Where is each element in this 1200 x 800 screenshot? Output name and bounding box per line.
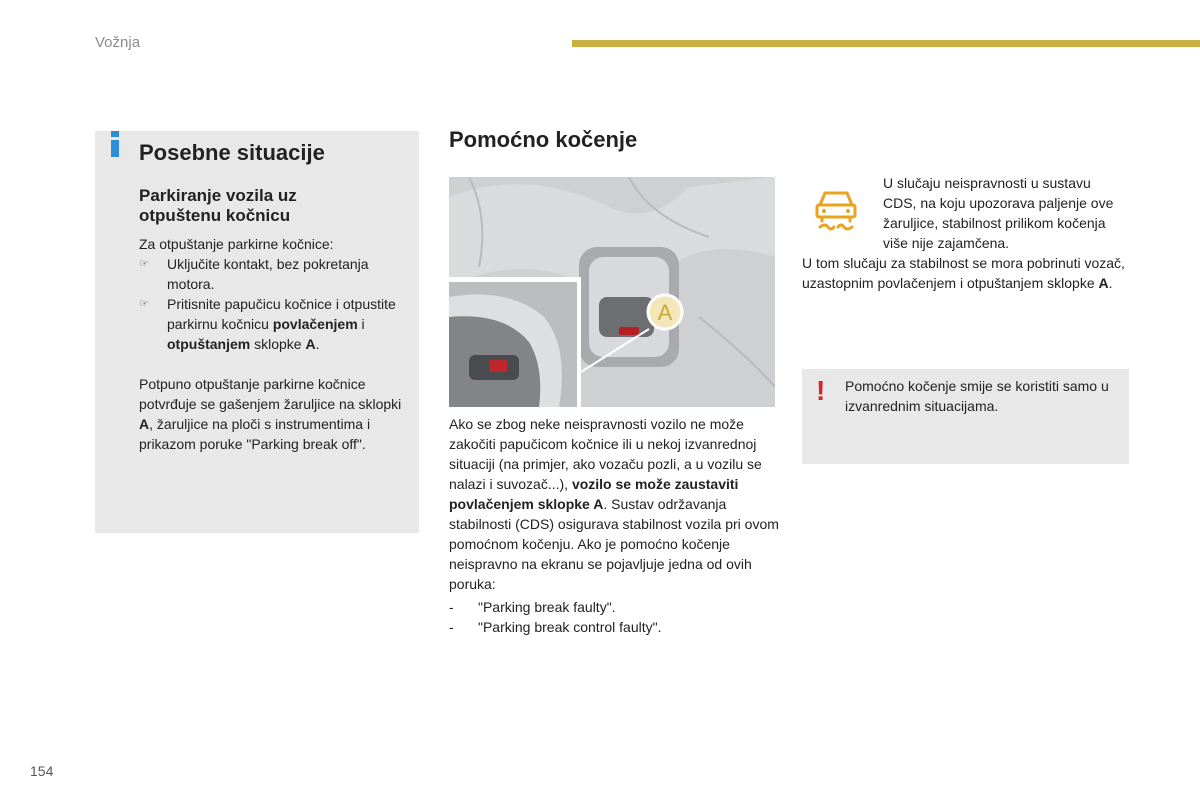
message-item: "Parking break control faulty". <box>478 619 662 635</box>
page-number: 154 <box>30 763 54 779</box>
bullet-item: Uključite kontakt, bez pokretanja motora. <box>167 256 369 292</box>
switch-label-a: A <box>657 300 673 325</box>
right-paragraph-1: U slučaju neispravnosti u sustavu CDS, na koju upozorava paljenje ove žaruljice, stabilnost prilikom kočenja više nije zajamčena. <box>883 175 1114 251</box>
bullet-item: Pritisnite papučicu kočnice i otpustite parkirnu kočnicu povlačenjem i otpuštanjem sklopke A. <box>167 296 396 352</box>
parking-brake-switch-illustration <box>449 177 775 407</box>
right-paragraph-2: U tom slučaju za stabilnost se mora pobrinuti vozač, uzastopnim povlačenjem i otpuštanjem sklopke A. <box>802 255 1125 291</box>
caution-text: Pomoćno kočenje smije se koristiti samo u izvanrednim situacijama. <box>845 378 1109 414</box>
header-accent-bar <box>572 40 1200 47</box>
info-box-paragraph: Potpuno otpuštanje parkirne kočnice potvrđuje se gašenjem žaruljice na sklopki A, žaruljice na ploči s instrumentima i prikazom poruke "Parking break off". <box>139 376 402 452</box>
middle-paragraph: Ako se zbog neke neispravnosti vozilo ne može zakočiti papučicom kočnice ili u nekoj izvanrednoj situaciji (na primjer, ako vozaču pozli, a u vozilu se nalazi i suvozač...), vozilo se može zaustaviti povlačenjem sklopke A. Sustav održavanja stabilnosti (CDS) osigurava stabilnost vozila pri ovom pomoćnom kočenju. Ako je pomoćno kočenje neispravno na ekranu se pojavljuje jedna od ovih poruka: <box>449 416 779 592</box>
section-title: Pomoćno kočenje <box>449 127 638 152</box>
stability-warning-icon <box>812 183 860 233</box>
exclamation-icon: ! <box>816 375 826 406</box>
dash-marker: - <box>449 619 454 635</box>
message-item: "Parking break faulty". <box>478 599 616 615</box>
section-label: Vožnja <box>95 34 141 51</box>
info-box-title: Posebne situacije <box>139 140 325 165</box>
dash-marker: - <box>449 599 454 615</box>
info-box-subtitle: Parkiranje vozila uz otpuštenu kočnicu <box>139 186 297 225</box>
info-box-intro: Za otpuštanje parkirne kočnice: <box>139 236 334 252</box>
finger-pointer-icon: ☞ <box>139 298 149 310</box>
finger-pointer-icon: ☞ <box>139 258 149 270</box>
info-icon <box>111 131 121 157</box>
